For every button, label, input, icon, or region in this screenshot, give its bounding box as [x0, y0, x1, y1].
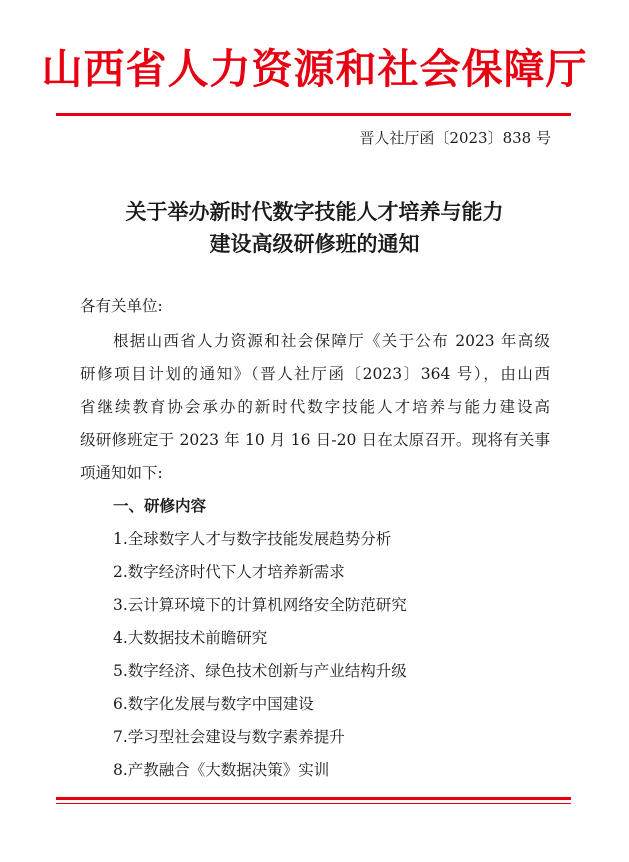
notice-title-line-1: 关于举办新时代数字技能人才培养与能力 [125, 199, 504, 224]
list-item: 5.数字经济、绿色技术创新与产业结构升级 [113, 662, 407, 680]
section-heading: 一、研修内容 [113, 496, 207, 515]
document-number: 晋人社厅函〔2023〕838 号 [359, 129, 551, 147]
letterhead-title: 山西省人力资源和社会保障厅 [41, 45, 588, 93]
letterhead-rule-top [56, 113, 571, 116]
list-item: 3.云计算环境下的计算机网络安全防范研究 [113, 596, 407, 614]
paragraph-line-1: 根据山西省人力资源和社会保障厅《关于公布 2023 年高级 [113, 332, 550, 350]
footer-rule-thin [56, 803, 571, 804]
list-item: 2.数字经济时代下人才培养新需求 [113, 563, 345, 581]
paragraph-line-5: 项通知如下: [80, 464, 163, 482]
list-item: 7.学习型社会建设与数字素养提升 [113, 728, 345, 746]
paragraph-line-3: 省继续教育协会承办的新时代数字技能人才培养与能力建设高 [80, 398, 550, 416]
footer-rule-thick [56, 797, 571, 800]
list-item: 8.产教融合《大数据决策》实训 [113, 761, 330, 779]
notice-title-line-2: 建设高级研修班的通知 [209, 231, 420, 256]
paragraph-line-2: 研修项目计划的通知》（晋人社厅函〔2023〕364 号），由山西 [80, 365, 550, 383]
list-item: 6.数字化发展与数字中国建设 [113, 695, 314, 713]
list-item: 4.大数据技术前瞻研究 [113, 629, 268, 647]
salutation: 各有关单位: [80, 297, 163, 315]
paragraph-line-4: 级研修班定于 2023 年 10 月 16 日-20 日在太原召开。现将有关事 [80, 431, 550, 449]
list-item: 1.全球数字人才与数字技能发展趋势分析 [113, 530, 392, 548]
